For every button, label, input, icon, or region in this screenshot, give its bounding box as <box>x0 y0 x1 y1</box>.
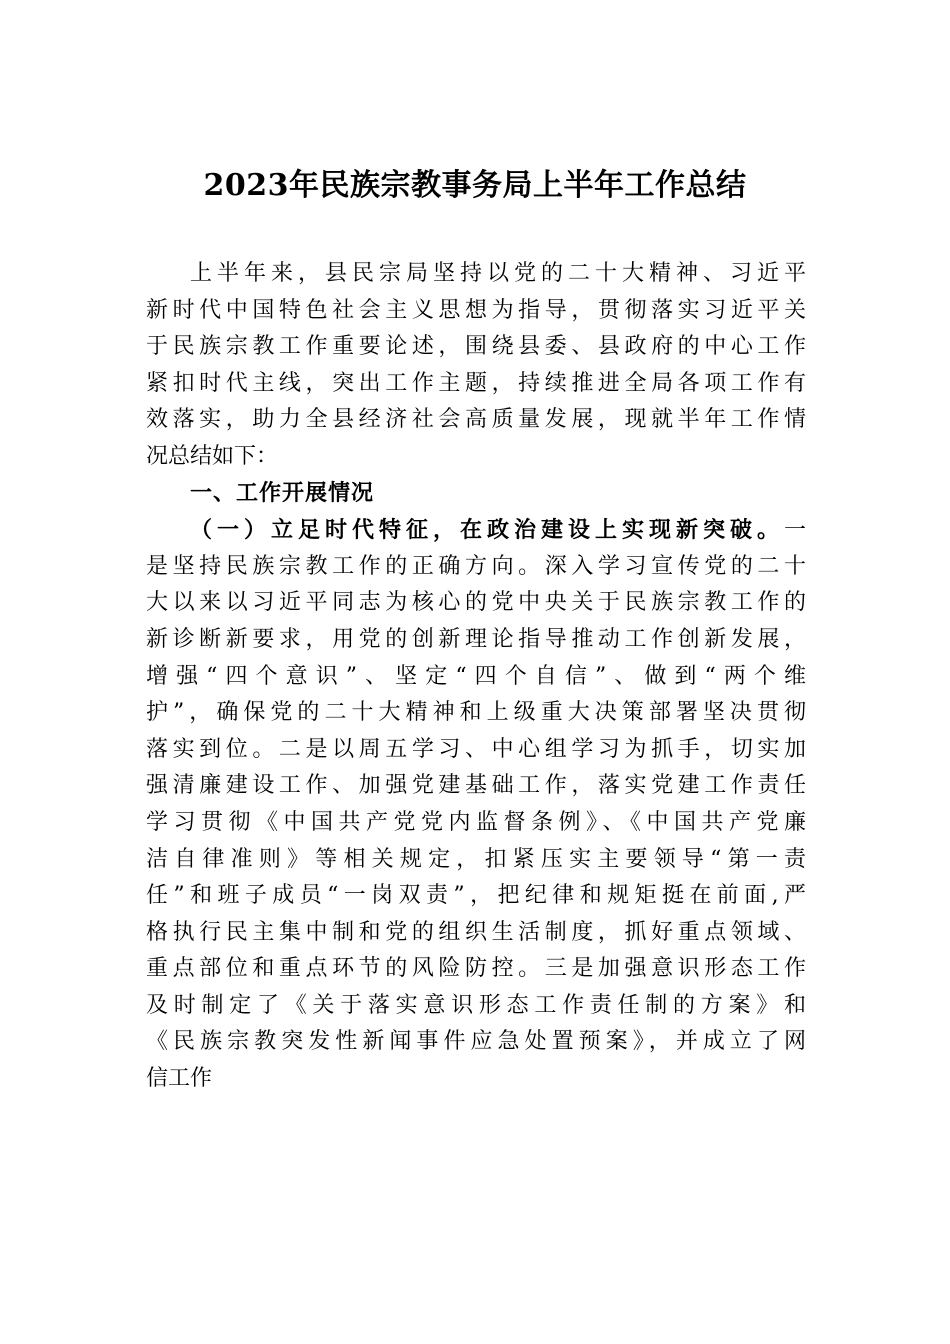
body-line: 重点部位和重点环节的风险防控。三是加强意识形态工作 <box>146 956 806 982</box>
body-line: 新诊断新要求，用党的创新理论指导推动工作创新发展， <box>146 626 806 652</box>
subsection-first-line <box>146 512 806 549</box>
body-line: 《民族宗教突发性新闻事件应急处置预案》，并成立了网 <box>146 1029 806 1055</box>
subsection-heading: （一）立足时代特征，在政治建设上实现新突破。 <box>190 517 784 544</box>
intro-line: 效落实，助力全县经济社会高质量发展，现就半年工作情 <box>146 407 806 433</box>
body-line: 信工作 <box>146 1066 213 1092</box>
intro-line: 于民族宗教工作重要论述，围绕县委、县政府的中心工作 <box>146 334 806 360</box>
intro-line: 上半年来，县民宗局坚持以党的二十大精神、习近平 <box>190 261 806 286</box>
body-line: 洁自律准则》等相关规定，扣紧压实主要领导“第一责 <box>146 846 806 872</box>
intro-line: 紧扣时代主线，突出工作主题，持续推进全局各项工作有 <box>146 370 806 396</box>
intro-line: 况总结如下： <box>146 443 279 469</box>
document-title: 2023年民族宗教事务局上半年工作总结 <box>203 168 747 203</box>
body-line: 落实到位。二是以周五学习、中心组学习为抓手，切实加 <box>146 736 806 762</box>
body-line: 强清廉建设工作、加强党建基础工作，落实党建工作责任 <box>146 773 806 799</box>
section-heading: 一、工作开展情况 <box>190 480 375 506</box>
intro-line: 新时代中国特色社会主义思想为指导，贯彻落实习近平关 <box>146 297 806 323</box>
body-line: 格执行民主集中制和党的组织生活制度，抓好重点领域、 <box>146 919 806 945</box>
body-line: 及时制定了《关于落实意识形态工作责任制的方案》和 <box>146 992 806 1018</box>
body-line: 增强“四个意识”、坚定“四个自信”、做到“两个维 <box>146 663 806 689</box>
subsection-first-line-rest: 一 <box>783 518 806 544</box>
body-line: 护”，确保党的二十大精神和上级重大决策部署坚决贯彻 <box>146 700 806 726</box>
body-line: 大以来以习近平同志为核心的党中央关于民族宗教工作的 <box>146 590 806 616</box>
body-line: 学习贯彻《中国共产党党内监督条例》、《中国共产党廉 <box>146 809 806 835</box>
body-line: 是坚持民族宗教工作的正确方向。深入学习宣传党的二十 <box>146 553 806 579</box>
document-body <box>146 256 806 1098</box>
body-line: 任”和班子成员“一岗双责”，把纪律和规矩挺在前面,严 <box>146 883 806 909</box>
